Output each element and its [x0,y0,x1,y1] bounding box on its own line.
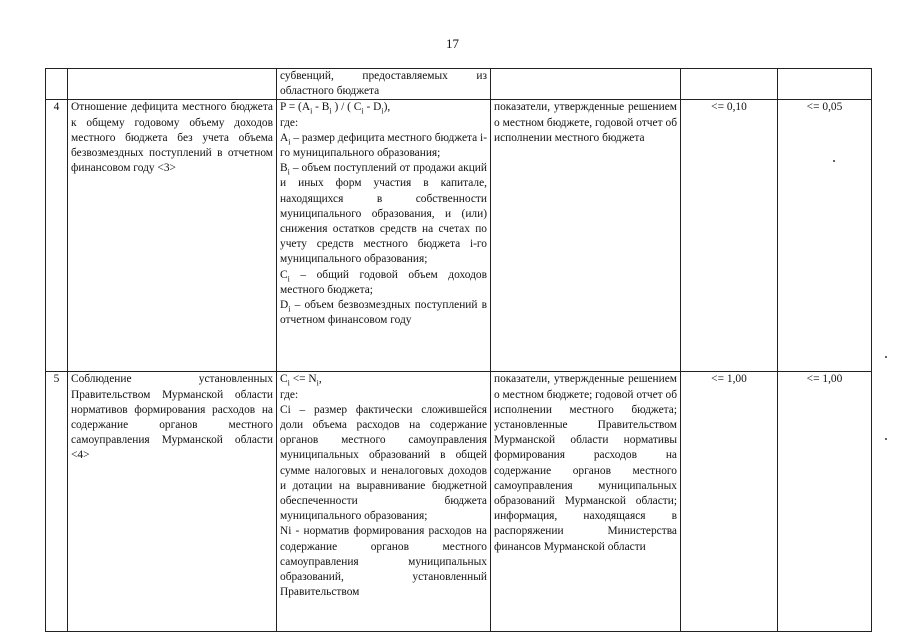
formula-line: $A_i$ – размер дефицита местного бюджета i-го муниципального образования; [280,131,488,160]
source-text: показатели, утвержденные решением о местном бюджете; годовой отчет об исполнении местного бюджета; установленные Правительством Мурманской области нормативы формирования расходов на содержание органов местного самоуправления муниципальных образований Мурманской области; информация, находящаяся в распоряжении Министерства финансов Мурманской области [494,373,677,553]
formula-line: где: [280,116,299,129]
cell-num [46,69,68,100]
table-row-5 [46,372,872,632]
formula-cell [277,100,491,372]
source-text: показатели, утвержденные решением о местном бюджете, годовой отчет об исполнении местного бюджета [494,101,677,144]
formula-text: $C_i <= N_i$, [280,373,322,388]
indicator-name-text: Отношение дефицита местного бюджета к общему годовому объему доходов местного бюджета без учета объема безвозмездных поступлений в отчетном финансовом году <3> [71,101,273,175]
formula-line: $B_i$ – объем поступлений от продажи акций и иных форм участия в капитале, находящихся в собственности муниципального образования, и (или) снижения остатков средств на счетах по учету средств местного бюджета i-го муниципального образования; [280,162,487,266]
cell-formula [277,69,491,100]
formula-line: Ci – размер фактически сложившейся доли объема расходов на содержание органов местного самоуправления муниципальных образований в общей сумме налоговых и неналоговых доходов и дотации на выравнивание бюджетной обеспеченности бюджета муниципального образования; [280,403,487,523]
source-cell [491,372,681,632]
table-row-4 [46,100,872,372]
row-number: 4 [46,100,68,372]
formula-cell [277,372,491,632]
cell-name [68,69,277,100]
row-number: 5 [46,372,68,632]
value-cell-1: <= 1,00 [681,372,778,632]
table-row-continuation [46,69,872,100]
cell-value2 [778,69,872,100]
indicator-name [68,372,277,632]
value-cell-1: <= 0,10 [681,100,778,372]
value-cell-2: <= 1,00 [778,372,872,632]
indicator-name-text: Соблюдение установленных Правительством Мурманской области нормативов формирования расходов на содержание органов местного самоуправления Мурманской области <4> [71,373,273,462]
indicator-name [68,100,277,372]
formula-line: субвенций, предоставляемых из [280,70,487,82]
formula-text: $P = (A_i - B_i$ ) / ( $C_i - D_i$), [280,101,391,116]
scan-speck [833,160,835,162]
value-cell-2: <= 0,05 [778,100,872,372]
formula-line: $D_i$ – объем безвозмездных поступлений в отчетном финансовом году [280,299,487,327]
cell-source [491,69,681,100]
cell-value1 [681,69,778,100]
scan-speck [885,356,887,358]
formula-line: где: [280,388,299,401]
page-number: 17 [446,36,459,51]
scan-speck [885,438,887,440]
formula-line: областного бюджета [280,85,380,98]
formula-line: Ni - норматив формирования расходов на содержание органов местного самоуправления муниципальных образований, установленный Правительством [280,525,487,599]
source-cell [491,100,681,372]
criteria-table [45,68,872,632]
formula-line: $C_i$ – общий годовой объем доходов местного бюджета; [280,268,487,296]
